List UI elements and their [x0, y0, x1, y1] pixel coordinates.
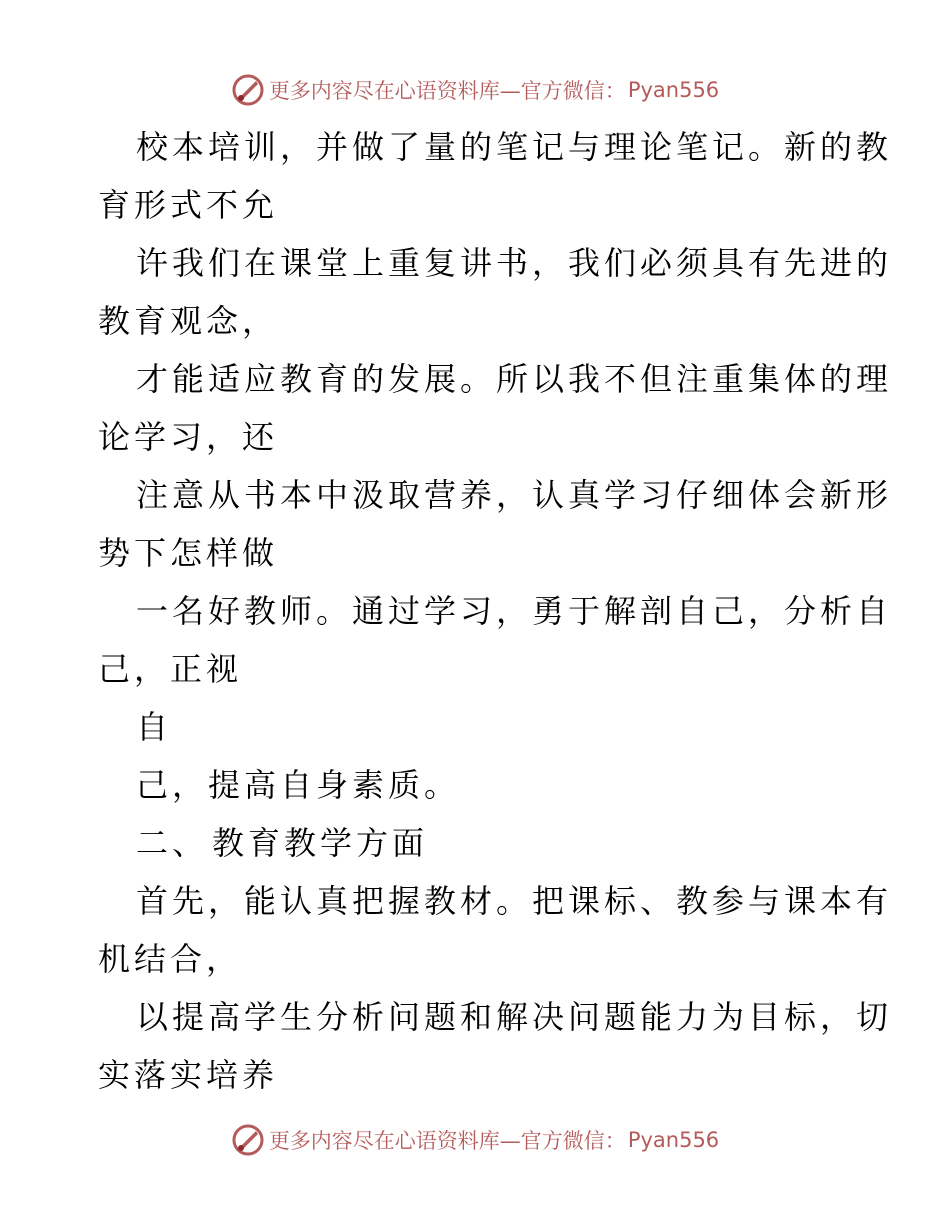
document-body [98, 118, 893, 1104]
section-number: 二、 [136, 824, 209, 862]
section-title: 教育教学方面 [212, 824, 429, 862]
paragraph-line: 机结合， [98, 940, 243, 978]
paragraph-line: 育形式不允 [98, 186, 279, 224]
paragraph-line: 一名好教师。通过学习，勇于解剖自己，分析自 [136, 592, 893, 630]
section-heading [98, 814, 858, 872]
watermark-handle: Pyan556 [627, 1128, 720, 1152]
paragraph-line: 许我们在课堂上重复讲书，我们必须具有先进的 [136, 244, 893, 282]
paragraph-line: 论学习，还 [98, 418, 279, 456]
paragraph-line: 实落实培养 [98, 1056, 279, 1094]
paragraph-line: 势下怎样做 [98, 534, 279, 572]
watermark-text: 更多内容尽在心语资料库—官方微信： [268, 1129, 626, 1153]
header-watermark [0, 70, 950, 110]
watermark-handle: Pyan556 [627, 78, 720, 102]
paragraph-line: 教育观念， [98, 302, 279, 340]
paragraph-line: 自 [136, 708, 173, 746]
logo-icon [231, 1123, 265, 1157]
paragraph-line: 以提高学生分析问题和解决问题能力为目标，切 [136, 998, 893, 1036]
paragraph-line: 首先，能认真把握教材。把课标、教参与课本有 [136, 882, 893, 920]
footer-watermark [0, 1120, 950, 1160]
paragraph-line: 才能适应教育的发展。所以我不但注重集体的理 [136, 360, 893, 398]
paragraph-line: 注意从书本中汲取营养，认真学习仔细体会新形 [136, 476, 893, 514]
paragraph-line: 校本培训，并做了量的笔记与理论笔记。新的教 [136, 128, 893, 166]
paragraph-line: 己，正视 [98, 650, 243, 688]
paragraph-line: 己，提高自身素质。 [136, 766, 461, 804]
watermark-text: 更多内容尽在心语资料库—官方微信： [268, 79, 626, 103]
logo-icon [231, 73, 265, 107]
